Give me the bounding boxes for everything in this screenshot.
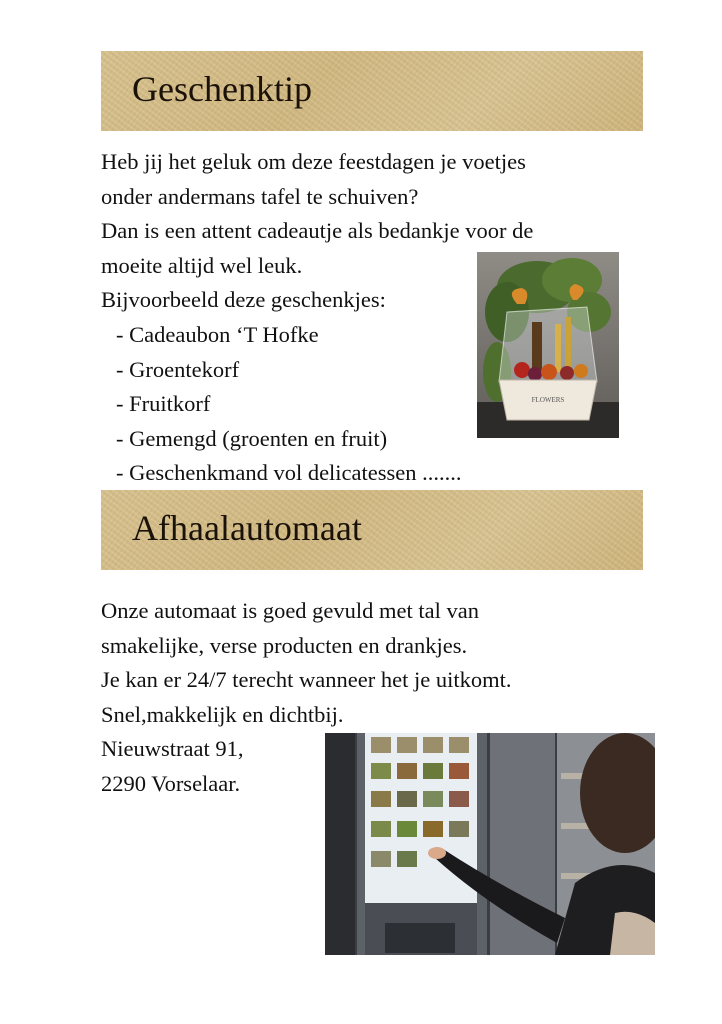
gift-list: [116, 318, 462, 491]
section-banner-geschenktip: [101, 51, 643, 131]
basket-label: FLOWERS: [531, 396, 565, 404]
intro-line: onder andermans tafel te schuiven?: [101, 183, 419, 209]
intro-line: Heb jij het geluk om deze feestdagen je voetjes: [101, 149, 526, 174]
vending-machine-photo: [325, 733, 655, 955]
gift-item: - Groentekorf: [116, 356, 240, 382]
gift-item: - Gemengd (groenten en fruit): [116, 425, 388, 451]
gift-basket-photo: [477, 252, 619, 438]
gift-item: - Geschenkmand vol delicatessen .......: [116, 460, 462, 485]
address-street: Nieuwstraat 91,: [101, 736, 244, 761]
intro-line: Bijvoorbeeld deze geschenkjes:: [101, 287, 386, 312]
text-line: smakelijke, verse producten en drankjes.: [101, 632, 468, 658]
vending-machine-illustration: [325, 733, 655, 955]
intro-line: moeite altijd wel leuk.: [101, 252, 303, 278]
gift-item: - Cadeaubon ‘T Hofke: [116, 322, 319, 347]
text-line: Onze automaat is goed gevuld met tal van: [101, 598, 480, 623]
text-line: Snel,makkelijk en dichtbij.: [101, 701, 344, 727]
address-city: 2290 Vorselaar.: [101, 770, 241, 796]
section-banner-afhaalautomaat: [101, 490, 643, 570]
gift-basket-illustration: [477, 252, 619, 438]
text-line: Je kan er 24/7 terecht wanneer het je uitkomt.: [101, 667, 512, 692]
afhaalautomaat-text: [101, 594, 661, 732]
section-title-afhaalautomaat: Afhaalautomaat: [132, 508, 362, 548]
intro-line: Dan is een attent cadeautje als bedankje voor de: [101, 218, 534, 243]
address: [101, 732, 243, 801]
gift-item: - Fruitkorf: [116, 391, 211, 416]
section-title-geschenktip: Geschenktip: [132, 69, 312, 109]
